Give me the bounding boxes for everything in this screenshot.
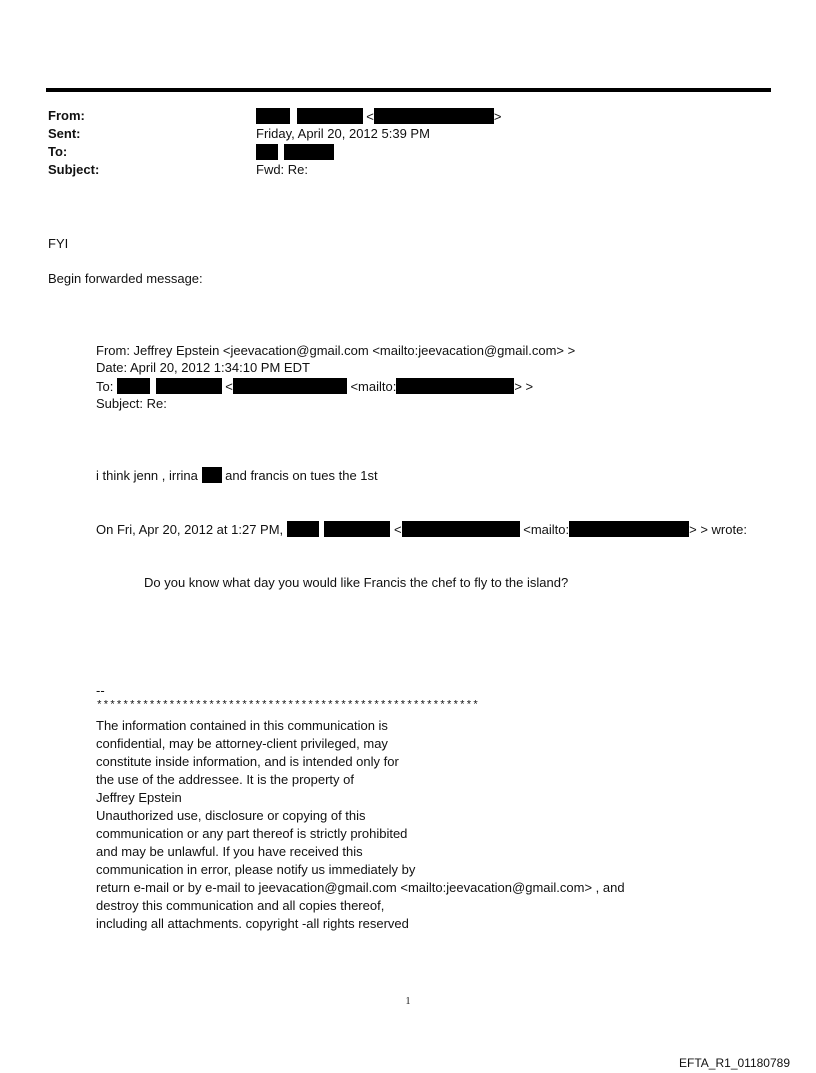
begin-forwarded-text: Begin forwarded message: xyxy=(48,271,203,286)
redaction xyxy=(396,378,514,394)
subject-value: Fwd: Re: xyxy=(256,162,309,177)
redaction xyxy=(256,108,290,124)
on-wrote: > > wrote: xyxy=(689,522,747,537)
fwd-to-prefix: To: xyxy=(96,379,114,394)
to-label: To: xyxy=(48,144,68,159)
fwd-to-lt: < xyxy=(225,379,233,394)
on-prefix: On Fri, Apr 20, 2012 at 1:27 PM, xyxy=(96,522,284,537)
redaction xyxy=(156,378,222,394)
header-rule xyxy=(46,88,771,92)
disclaimer-block xyxy=(96,717,625,933)
fwd-to-mailto: <mailto: xyxy=(350,379,397,394)
redaction xyxy=(256,144,278,160)
fwd-date-line: Date: April 20, 2012 1:34:10 PM EDT xyxy=(96,360,310,375)
redaction xyxy=(287,521,319,537)
reply-part-a: i think jenn , irrina xyxy=(96,468,198,483)
fwd-to-line xyxy=(96,378,533,394)
redaction xyxy=(374,108,494,124)
disclaimer-line: communication or any part thereof is strictly prohibited xyxy=(96,826,408,841)
on-wrote-line xyxy=(96,521,747,537)
disclaimer-line: the use of the addressee. It is the property of xyxy=(96,772,354,787)
sent-value: Friday, April 20, 2012 5:39 PM xyxy=(256,126,430,141)
question-line: Do you know what day you would like Francis the chef to fly to the island? xyxy=(144,575,569,590)
reply-part-b: and francis on tues the 1st xyxy=(225,468,378,483)
redaction xyxy=(324,521,390,537)
from-value xyxy=(256,108,501,124)
redaction xyxy=(569,521,689,537)
fwd-to-close: > > xyxy=(514,379,534,394)
redaction xyxy=(402,521,520,537)
from-lt: < xyxy=(366,109,374,124)
disclaimer-line: The information contained in this communication is xyxy=(96,718,388,733)
disclaimer-line: including all attachments. copyright -all rights reserved xyxy=(96,916,409,931)
disclaimer-line: Jeffrey Epstein xyxy=(96,790,182,805)
subject-label: Subject: xyxy=(48,162,100,177)
disclaimer-line: communication in error, please notify us immediately by xyxy=(96,862,416,877)
disclaimer-line: destroy this communication and all copies thereof, xyxy=(96,898,385,913)
redaction xyxy=(284,144,334,160)
document-id: EFTA_R1_01180789 xyxy=(679,1056,790,1070)
redaction xyxy=(117,378,150,394)
fwd-subject-line: Subject: Re: xyxy=(96,396,167,411)
from-label: From: xyxy=(48,108,85,123)
fyi-text: FYI xyxy=(48,236,69,251)
from-gt: > xyxy=(493,109,502,124)
fwd-from-line: From: Jeffrey Epstein <jeevacation@gmail.com <mailto:jeevacation@gmail.com> > xyxy=(96,343,576,358)
on-mailto: <mailto: xyxy=(523,522,570,537)
to-value xyxy=(256,144,334,160)
disclaimer-line: constitute inside information, and is intended only for xyxy=(96,754,399,769)
redaction xyxy=(233,378,347,394)
redaction xyxy=(202,467,222,483)
stars-divider: ********************************************************** xyxy=(96,700,479,712)
disclaimer-line: Unauthorized use, disclosure or copying of this xyxy=(96,808,366,823)
disclaimer-line: return e-mail or by e-mail to jeevacation@gmail.com <mailto:jeevacation@gmail.com> , and xyxy=(96,880,625,895)
disclaimer-line: and may be unlawful. If you have received this xyxy=(96,844,363,859)
page-number: 1 xyxy=(405,996,411,1007)
sent-label: Sent: xyxy=(48,126,81,141)
reply-line xyxy=(96,467,378,483)
on-lt: < xyxy=(394,522,402,537)
redaction xyxy=(297,108,363,124)
disclaimer-line: confidential, may be attorney-client privileged, may xyxy=(96,736,388,751)
signature-dashes: -- xyxy=(96,683,105,698)
